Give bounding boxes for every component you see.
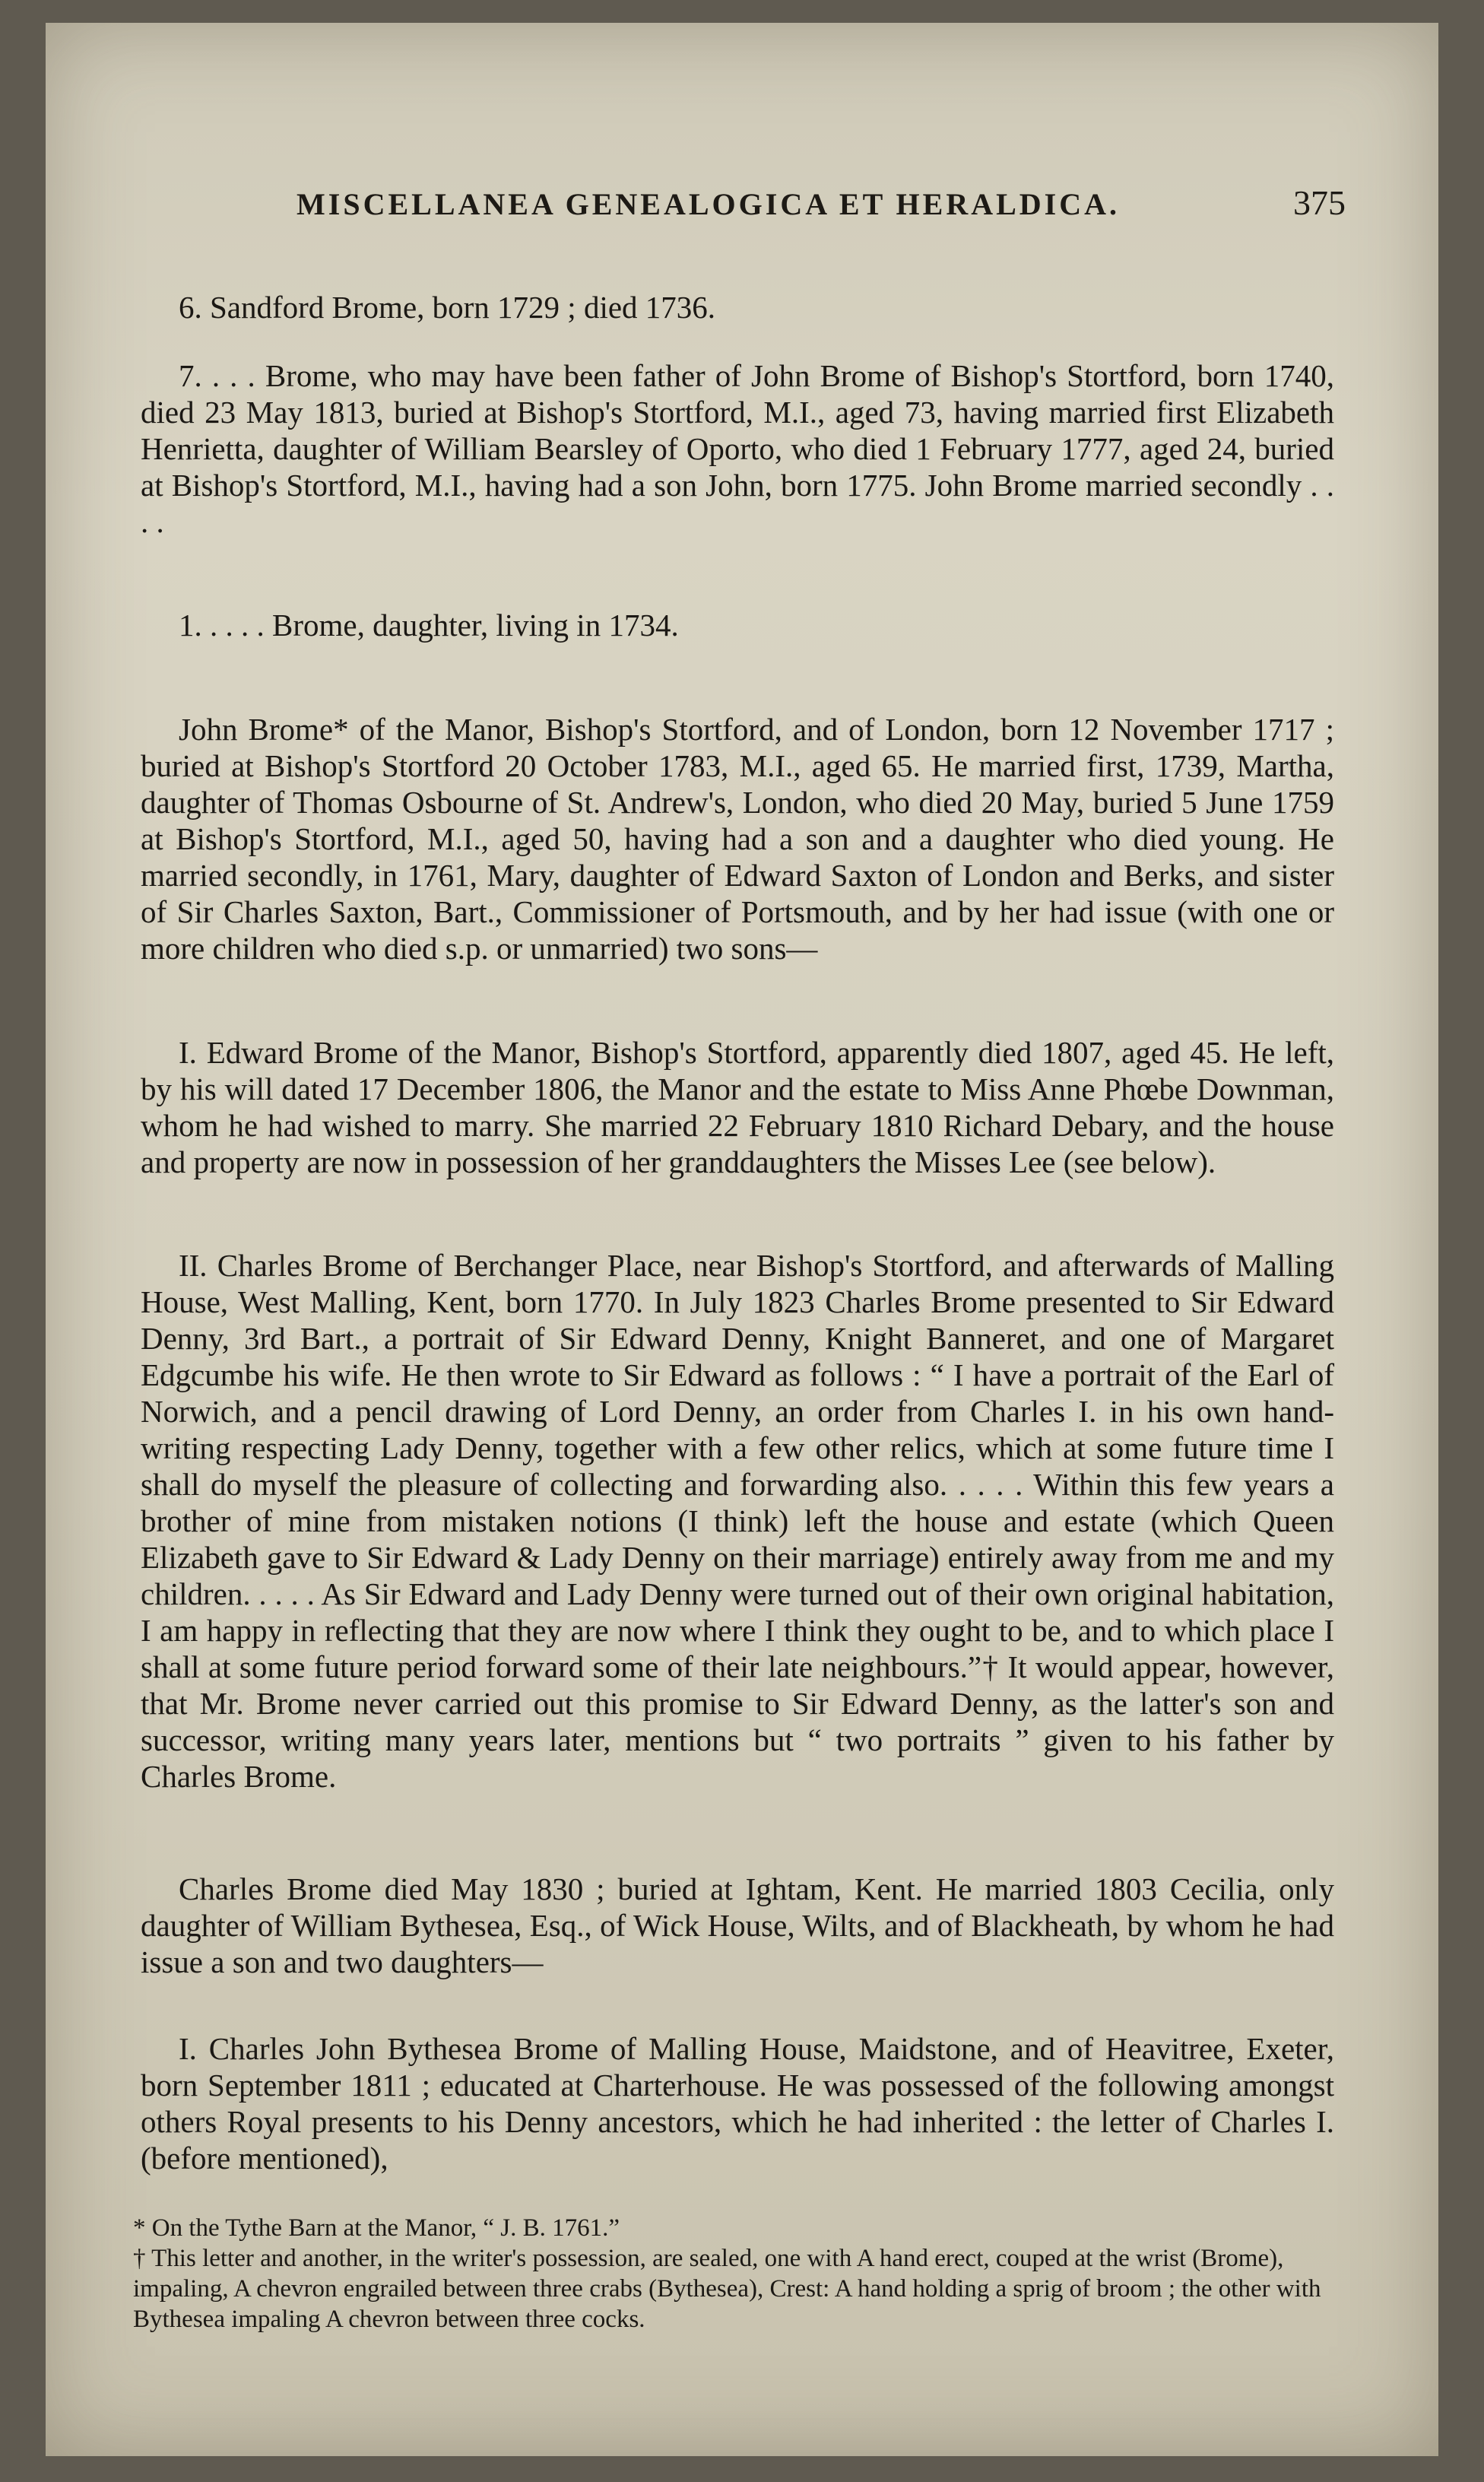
footnote-star: * On the Tythe Barn at the Manor, “ J. B. 1761.”: [133, 2214, 620, 2242]
footnote-dagger: † This letter and another, in the writer's possession, are sealed, one with A hand erect, couped at the wrist (Brome), impaling, A chevron engrailed between three crabs (Bythesea), Crest: A hand holding a sprig of broom ; the other with Bythesea impaling A chevron between three cocks.: [133, 2245, 1321, 2333]
book-page: [46, 23, 1438, 2456]
page-header: [296, 182, 1346, 223]
entry-sandford-brome: 6. Sandford Brome, born 1729 ; died 1736.: [179, 290, 716, 325]
running-title: MISCELLANEA GENEALOGICA ET HERALDICA.: [296, 187, 1121, 221]
paragraph-john-brome: John Brome* of the Manor, Bishop's Stortford, and of London, born 12 November 1717 ; buried at Bishop's Stortford 20 October 1783, M.I., aged 65. He married first, 1739, Martha, daughter of Thomas Osbourne of St. Andrew's, London, who died 20 May, buried 5 June 1759 at Bishop's Stortford, M.I., aged 50, having had a son and a daughter who died young. He married secondly, in 1761, Mary, daughter of Edward Saxton of London and Berks, and sister of Sir Charles Saxton, Bart., Commissioner of Portsmouth, and by her had issue (with one or more children who died s.p. or unmarried) two sons—: [141, 712, 1334, 966]
entry-seventh-brome: 7. . . . Brome, who may have been father of John Brome of Bishop's Stortford, born 1740, died 23 May 1813, buried at Bishop's Stortford, M.I., aged 73, having married first Elizabeth Henrietta, daughter of William Bearsley of Oporto, who died 1 February 1777, aged 24, buried at Bishop's Stortford, M.I., having had a son John, born 1775. John Brome married secondly . . . .: [141, 358, 1334, 539]
entry-brome-daughter: 1. . . . . Brome, daughter, living in 1734.: [179, 608, 679, 643]
page-number: 375: [1293, 183, 1346, 222]
paragraph-edward-brome: I. Edward Brome of the Manor, Bishop's Stortford, apparently died 1807, aged 45. He left, by his will dated 17 December 1806, the Manor and the estate to Miss Anne Phœbe Downman, whom he had wished to marry. She married 22 February 1810 Richard Debary, and the house and property are now in possession of her granddaughters the Misses Lee (see below).: [141, 1035, 1334, 1179]
footnotes: [133, 2213, 1349, 2334]
paragraph-charles-death: Charles Brome died May 1830 ; buried at Ightam, Kent. He married 1803 Cecilia, only daughter of William Bythesea, Esq., of Wick House, Wilts, and of Blackheath, by whom he had issue a son and two daughters—: [141, 1871, 1334, 1979]
paragraph-charles-john-brome: I. Charles John Bythesea Brome of Malling House, Maidstone, and of Heavitree, Exeter, born September 1811 ; educated at Charterhouse. He was possessed of the following amongst others Royal presents to his Denny ancestors, which he had inherited : the letter of Charles I. (before mentioned),: [141, 2031, 1334, 2176]
paragraph-charles-brome: II. Charles Brome of Berchanger Place, near Bishop's Stortford, and afterwards of Malling House, West Malling, Kent, born 1770. In July 1823 Charles Brome presented to Sir Edward Denny, 3rd Bart., a portrait of Sir Edward Denny, Knight Banneret, and one of Margaret Edgcumbe his wife. He then wrote to Sir Edward as follows : “ I have a portrait of the Earl of Norwich, and a pencil drawing of Lord Denny, an order from Charles I. in his own hand-writing respecting Lady Denny, together with a few other relics, which at some future time I shall do myself the pleasure of collecting and forwarding also. . . . . Within this few years a brother of mine from mistaken notions (I think) left the house and estate (which Queen Elizabeth gave to Sir Edward & Lady Denny on their marriage) entirely away from me and my children. . . . . As Sir Edward and Lady Denny were turned out of their own original habitation, I am happy in reflecting that they are now where I think they ought to be, and to which place I shall at some future period forward some of their late neighbours.”† It would appear, however, that Mr. Brome never carried out this promise to Sir Edward Denny, as the latter's son and successor, writing many years later, mentions but “ two portraits ” given to his father by Charles Brome.: [141, 1248, 1334, 1794]
